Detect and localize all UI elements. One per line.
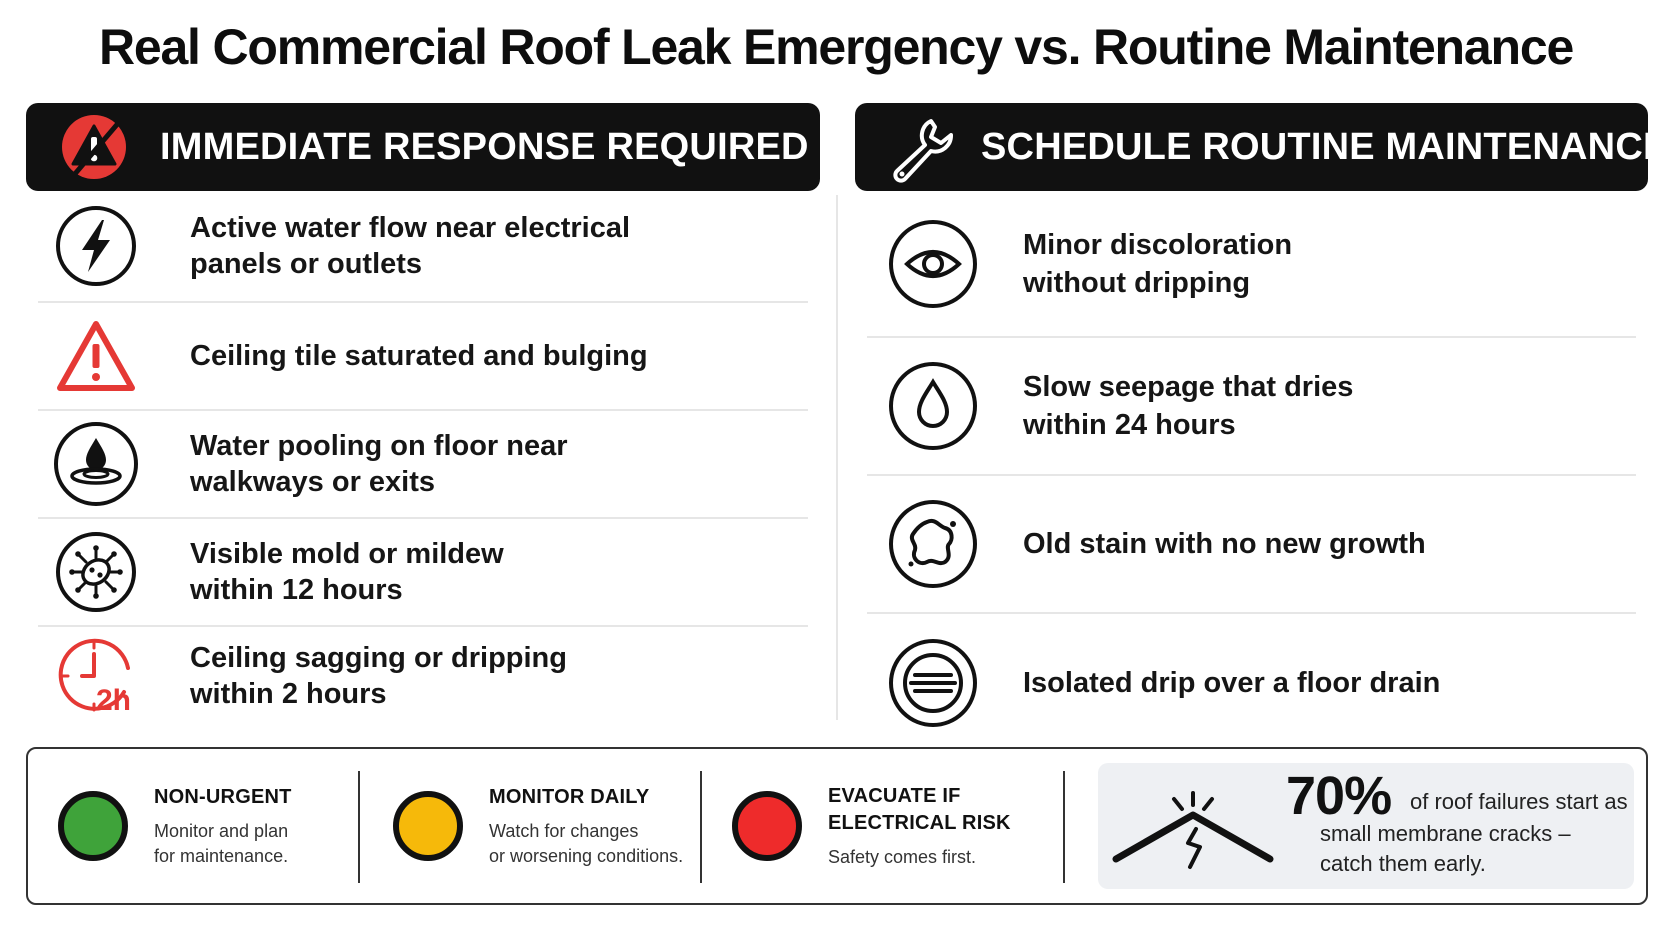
legend-separator [700,771,702,883]
legend-monitor-daily [393,749,683,903]
list-item [38,191,808,303]
emergency-heading: IMMEDIATE RESPONSE REQUIRED [160,125,809,168]
list-item [38,519,808,627]
emergency-banner [26,103,820,191]
column-divider [836,195,838,720]
legend-title: NON-URGENT [154,785,292,808]
stain-icon [885,496,981,592]
water-pooling-icon [48,416,144,512]
list-item [38,627,808,725]
legend-desc: Safety comes first. [828,846,977,867]
item-text: Water pooling on floor near walkways or exits [190,430,568,498]
legend-non-urgent [58,749,292,903]
red-status-dot [732,791,802,861]
routine-list [855,191,1648,752]
item-text: Old stain with no new growth [1023,528,1426,560]
emergency-column [26,103,820,725]
item-text: Visible mold or mildew within 12 hours [190,538,504,606]
eye-icon [885,216,981,312]
legend-separator [358,771,360,883]
clock-2h-icon [48,628,144,724]
cracked-roof-icon [1108,771,1278,886]
routine-column [855,103,1669,752]
green-status-dot [58,791,128,861]
list-item [867,191,1636,338]
mold-spore-icon [48,524,144,620]
water-drop-icon [885,358,981,454]
routine-heading: SCHEDULE ROUTINE MAINTENANCE [981,125,1669,168]
floor-drain-icon [885,635,981,731]
legend-separator [1063,771,1065,883]
routine-banner [855,103,1669,191]
list-item [867,476,1636,614]
legend-title: MONITOR DAILY [489,785,650,808]
alert-no-icon [56,107,136,187]
legend-desc: Watch for changes or worsening conditions. [489,820,684,866]
stat-text: of roof failures start as [1410,789,1628,814]
stat-callout [1098,763,1634,889]
lightning-icon [48,198,144,294]
list-item [867,338,1636,476]
item-text: Ceiling tile saturated and bulging [190,340,648,372]
page-title: Real Commercial Roof Leak Emergency vs. Routine Maintenance [98,19,1574,75]
item-text: Active water flow near electrical panels or outlets [190,212,631,280]
list-item [38,411,808,519]
item-text: Slow seepage that dries within 24 hours [1023,371,1354,441]
list-item [38,303,808,411]
warning-triangle-icon [48,308,144,404]
emergency-list [26,191,820,725]
item-text: Minor discoloration without dripping [1023,228,1293,299]
legend-desc: Monitor and plan for maintenance. [154,820,289,866]
item-text: Ceiling sagging or dripping within 2 hours [190,642,567,710]
wrench-icon [885,107,957,187]
yellow-status-dot [393,791,463,861]
clock-label: 2h [96,684,132,717]
list-item [867,614,1636,752]
item-text: Isolated drip over a floor drain [1023,667,1441,699]
legend-panel [26,747,1648,905]
legend-title: EVACUATE IF ELECTRICAL RISK [828,784,1011,834]
stat-text: small membrane cracks – catch them early. [1320,821,1571,876]
stat-number: 70% [1286,766,1392,826]
legend-evacuate [732,749,1011,903]
